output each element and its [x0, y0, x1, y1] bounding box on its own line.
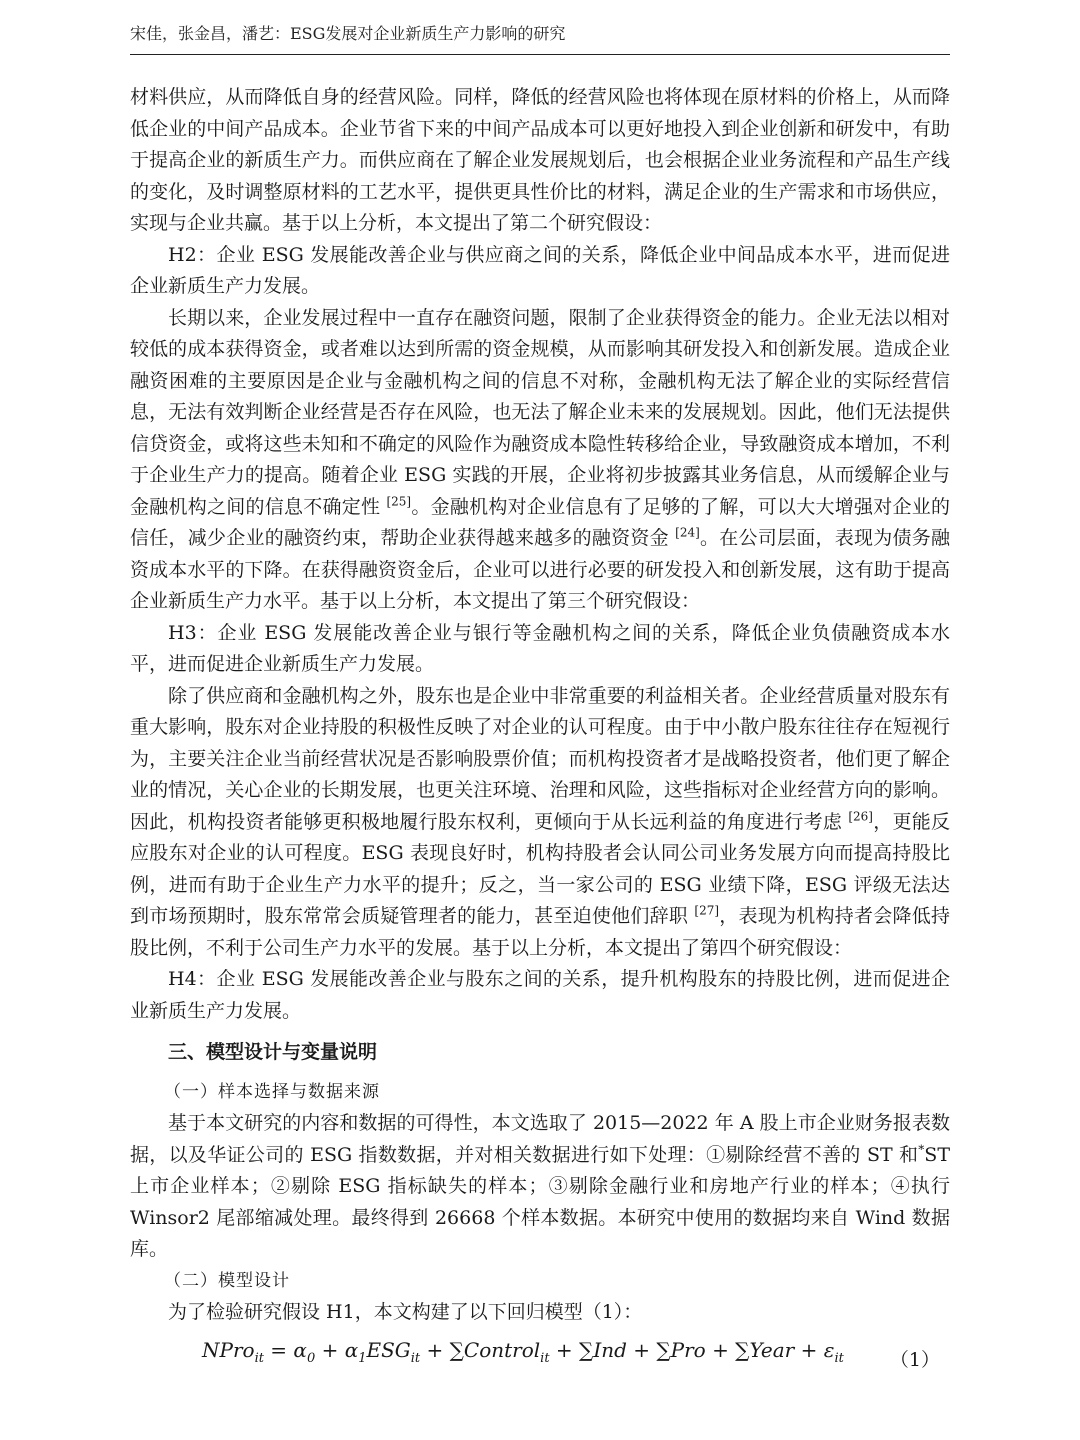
eq-alpha0: = α	[263, 1337, 307, 1362]
eq-alpha1: + α	[315, 1337, 359, 1362]
paragraph-shareholders-part-a: 除了供应商和金融机构之外，股东也是企业中非常重要的利益相关者。企业经营质量对股东有重大影响，股东对企业持股的积极性反映了对企业的认可程度。由于中小散户股东往往存在短视行为，主要关注企业当前经营状况是否影响股票价值；而机构投资者才是战略投资者，他们更了解企业的情况，关心企业的长期发展，也更关注环境、治理和风险，这些指标对企业经营方向的影响。因此，机构投资者能够更积极地履行股东权利，更倾向于从长远利益的角度进行考虑	[130, 684, 950, 833]
hypothesis-h3: H3：企业 ESG 发展能改善企业与银行等金融机构之间的关系，降低企业负债融资成本水平，进而促进企业新质生产力发展。	[130, 621, 950, 675]
citation-26: [26]	[848, 809, 873, 824]
paragraph-shareholders-part-b: ，更能反应股东对企业的认可程度。ESG 表现良好时，机构持股者会认同公司业务发展方向而提高持股比例，进而有助于企业生产力水平的提升；反之，当一家公司的 ESG 业绩下降，ESG 评级无法达到市场预期时，股东常常会质疑管理者的能力，甚至迫使他们辞职	[130, 810, 950, 927]
equation-formula	[202, 1335, 844, 1375]
star-marker: *	[918, 1142, 925, 1157]
eq-lhs: NPro	[202, 1337, 255, 1362]
page-body	[130, 82, 950, 1373]
eq-esg: ESG	[366, 1337, 411, 1362]
running-header	[130, 22, 950, 46]
paragraph-financing-part-b: 。金融机构对企业信息有了足够的了解，可以大大增强对企业的信任，减少企业的融资约束，帮助企业获得越来越多的融资资金	[130, 495, 950, 549]
paragraph-shareholders	[130, 681, 950, 965]
sample-text-part-b: ST 上市企业样本；②剔除 ESG 指标缺失的样本；③剔除金融行业和房地产行业的样本；④执行 Winsor2 尾部缩减处理。最终得到 26668 个样本数据。本研究中使用的数据均来自 Wind 数据库。	[130, 1143, 950, 1260]
eq-alpha1-sub: 1	[358, 1350, 367, 1366]
hypothesis-h2: H2：企业 ESG 发展能改善企业与供应商之间的关系，降低企业中间品成本水平，进而促进企业新质生产力发展。	[130, 243, 950, 297]
hypothesis-h4: H4：企业 ESG 发展能改善企业与股东之间的关系，提升机构股东的持股比例，进而促进企业新质生产力发展。	[130, 968, 950, 1022]
eq-fixed-effects: + ∑Ind + ∑Pro + ∑Year + ε	[549, 1337, 835, 1362]
paragraph-sample-selection	[130, 1108, 950, 1266]
section-heading-model-design: 三、模型设计与变量说明	[168, 1041, 378, 1063]
paragraph-shareholders-part-c: ，表现为机构持者会降低持股比例，不利于公司生产力水平的发展。基于以上分析，本文提出了第四个研究假设：	[130, 905, 950, 959]
citation-24: [24]	[675, 525, 700, 540]
paragraph-financing-part-a: 长期以来，企业发展过程中一直存在融资问题，限制了企业获得资金的能力。企业无法以相对较低的成本获得资金，或者难以达到所需的资金规模，从而影响其研发投入和创新发展。造成企业融资困难的主要原因是企业与金融机构之间的信息不对称，金融机构无法了解企业的实际经营信息，无法有效判断企业经营是否存在风险，也无法了解企业未来的发展规划。因此，他们无法提供信贷资金，或将这些未知和不确定的风险作为融资成本隐性转移给企业，导致融资成本增加，不利于企业生产力的提高。随着企业 ESG 实践的开展，企业将初步披露其业务信息，从而缓解企业与金融机构之间的信息不确定性	[130, 306, 950, 518]
citation-27: [27]	[694, 903, 720, 918]
regression-equation	[130, 1331, 950, 1373]
eq-esg-sub: it	[410, 1350, 421, 1366]
paragraph-financing-part-c: 。在公司层面，表现为债务融资成本水平的下降。在获得融资资金后，企业可以进行必要的研发投入和创新发展，这有助于提高企业新质生产力水平。基于以上分析，本文提出了第三个研究假设：	[130, 527, 950, 612]
running-title: 宋佳，张金昌，潘艺：ESG发展对企业新质生产力影响的研究	[130, 24, 566, 43]
paragraph-supplier-continued: 材料供应，从而降低自身的经营风险。同样，降低的经营风险也将体现在原材料的价格上，从而降低企业的中间产品成本。企业节省下来的中间产品成本可以更好地投入到企业创新和研发中，有助于提高企业的新质生产力。而供应商在了解企业发展规划后，也会根据企业业务流程和产品生产线的变化，及时调整原材料的工艺水平，提供更具性价比的材料，满足企业的生产需求和市场供应，实现与企业共赢。基于以上分析，本文提出了第二个研究假设：	[130, 86, 950, 234]
sample-text-part-a: 基于本文研究的内容和数据的可得性，本文选取了 2015—2022 年 A 股上市企业财务报表数据，以及华证公司的 ESG 指数数据，并对相关数据进行如下处理：①剔除经营不善的 ST 和	[130, 1112, 950, 1166]
equation-number: （1）	[889, 1348, 940, 1371]
eq-epsilon-sub: it	[834, 1350, 844, 1366]
eq-alpha0-sub: 0	[306, 1350, 316, 1366]
eq-lhs-sub: it	[254, 1350, 264, 1366]
paragraph-financing	[130, 303, 950, 618]
eq-control: + ∑Control	[420, 1337, 541, 1362]
subsection-heading-sample: （一）样本选择与数据来源	[164, 1081, 380, 1102]
citation-25: [25]	[386, 494, 412, 509]
subsection-heading-model: （二）模型设计	[164, 1270, 290, 1291]
paragraph-model-intro: 为了检验研究假设 H1，本文构建了以下回归模型（1）：	[168, 1301, 643, 1323]
eq-control-sub: it	[540, 1350, 550, 1366]
header-divider	[130, 54, 950, 55]
